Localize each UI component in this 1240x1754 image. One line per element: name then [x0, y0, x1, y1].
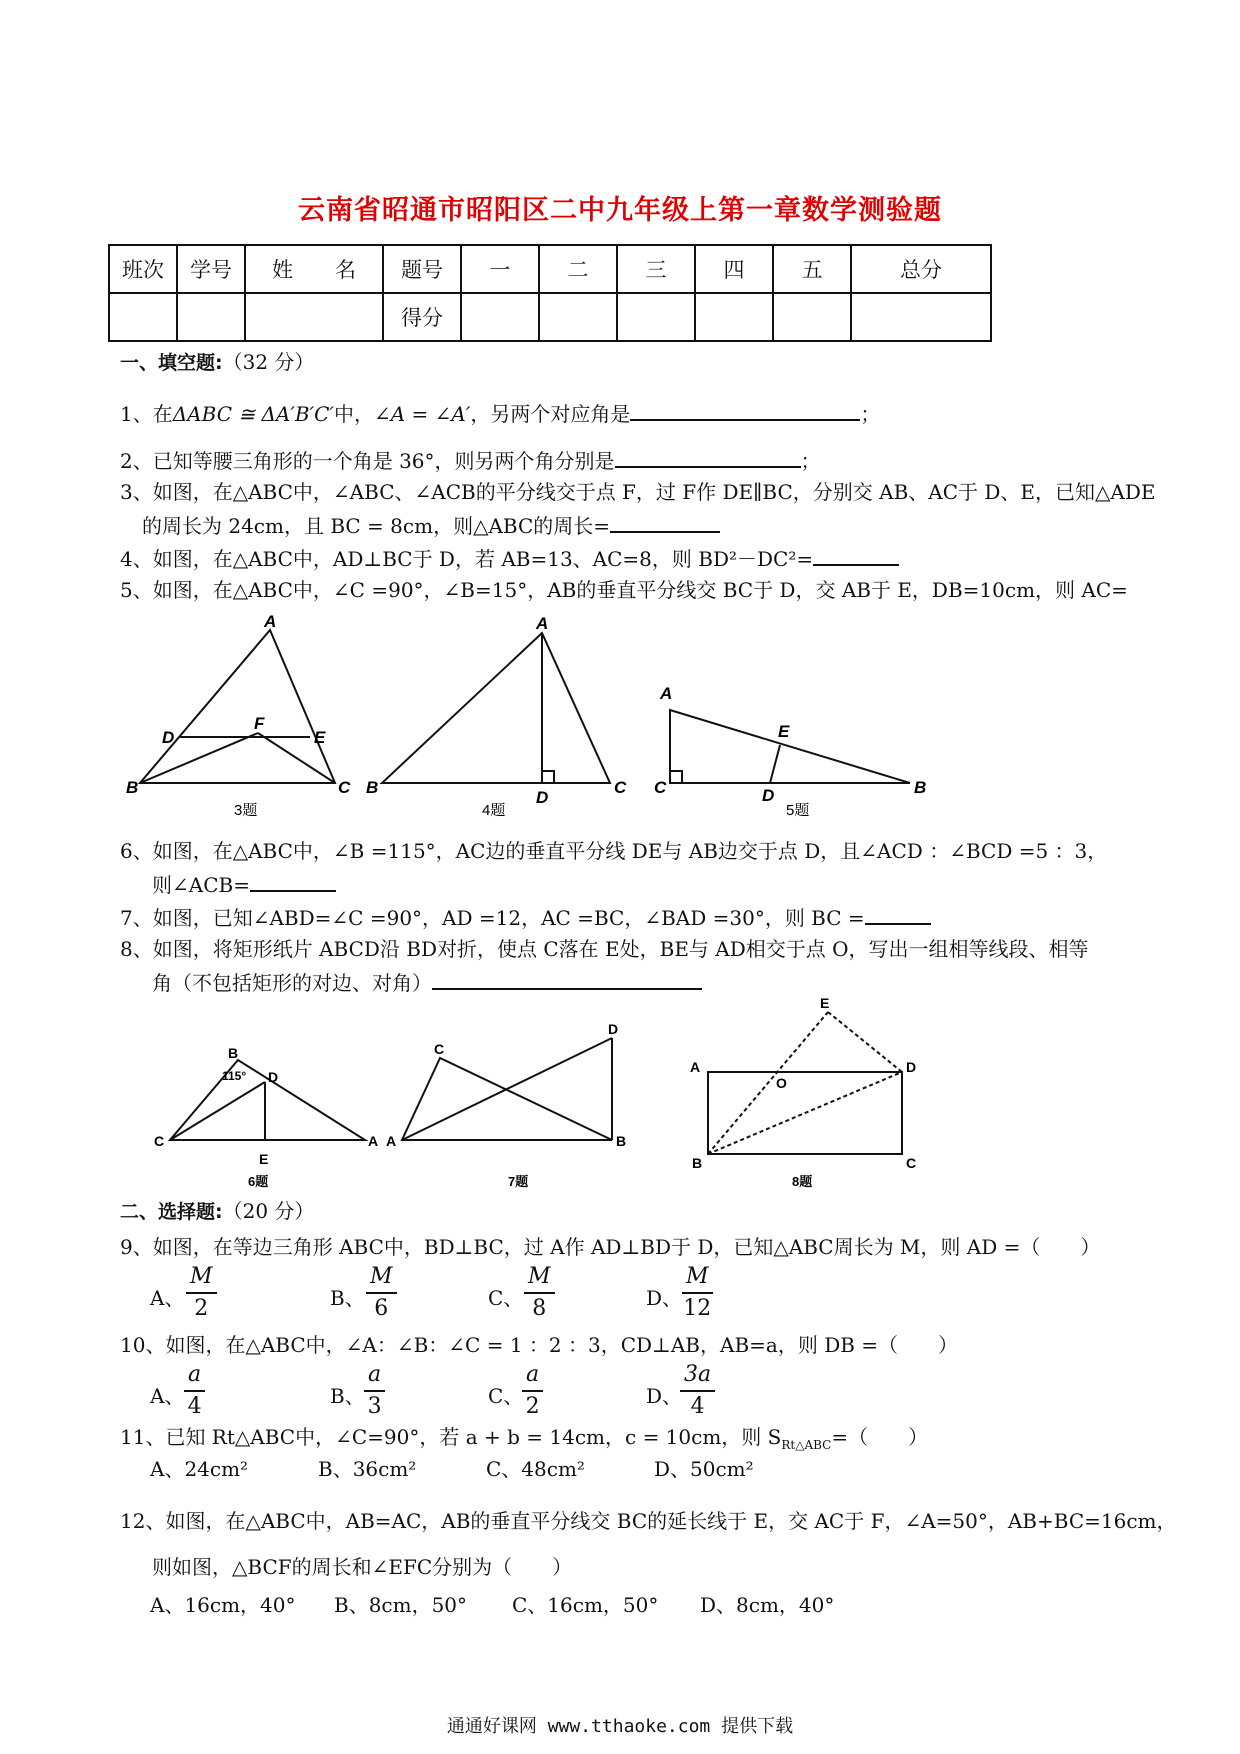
question-11: [120, 1424, 928, 1458]
f6-angle-label: 115°: [222, 1069, 247, 1083]
table-cell: 二: [539, 245, 617, 293]
section-heading: [120, 1198, 314, 1225]
figure-8: [708, 1012, 902, 1154]
q12-text: 则如图，△BCF的周长和∠EFC分别为（ ）: [152, 1555, 573, 1579]
f3-label-e: E: [314, 728, 326, 747]
f7-caption: 7题: [508, 1174, 529, 1189]
figures-row-1: [110, 615, 950, 825]
page-title: 云南省昭通市昭阳区二中九年级上第一章数学测验题: [298, 195, 942, 226]
score-input-cell[interactable]: [695, 293, 773, 341]
answer-blank[interactable]: [615, 446, 801, 468]
q7-text: 7、如图，已知∠ABD=∠C =90°，AD =12，AC =BC，∠BAD =30°，则 BC =: [120, 906, 865, 930]
fraction-denominator: 12: [683, 1296, 712, 1321]
score-input-cell[interactable]: [177, 293, 245, 341]
fraction-numerator: a: [364, 1360, 385, 1392]
question-4: [120, 544, 899, 572]
f8-label-e: E: [820, 998, 830, 1011]
option-fraction[interactable]: [366, 1262, 397, 1324]
f6-label-b: B: [228, 1045, 239, 1061]
option[interactable]: B、8cm，50°: [334, 1593, 468, 1617]
fraction-denominator: 4: [187, 1394, 202, 1419]
option-label[interactable]: D、: [646, 1384, 683, 1408]
q1-math: ΔABC ≅ ΔA′B′C′: [172, 402, 334, 426]
f8-label-c: C: [906, 1155, 917, 1171]
f7-label-d: D: [608, 1021, 619, 1037]
fraction-numerator: M: [524, 1262, 555, 1294]
q9-text: 9、如图，在等边三角形 ABC中，BD⊥BC，过 A作 AD⊥BD于 D，已知△ABC周长为 M，则 AD =（ ）: [120, 1235, 1101, 1259]
table-cell: 总分: [851, 245, 991, 293]
question-7: [120, 903, 931, 931]
option[interactable]: C、16cm，50°: [512, 1593, 659, 1617]
question-6: [120, 838, 1107, 898]
q1-text: 1、在: [120, 402, 173, 426]
q11-text: 11、已知 Rt△ABC中，∠C=90°，若 a + b = 14cm，c = 10cm，则 S: [120, 1425, 782, 1449]
f5-caption: 5题: [786, 802, 810, 819]
table-cell: 题号: [383, 245, 461, 293]
fraction-numerator: M: [186, 1262, 217, 1294]
answer-blank[interactable]: [813, 544, 899, 566]
option-label[interactable]: C、: [488, 1384, 524, 1408]
option-label[interactable]: B、: [330, 1384, 365, 1408]
question-9: [120, 1234, 1100, 1260]
q1-text: ；: [860, 402, 881, 426]
f3-label-b: B: [126, 778, 139, 797]
option-label[interactable]: B、: [330, 1286, 365, 1310]
q11-options: [150, 1456, 794, 1482]
fraction-numerator: a: [184, 1360, 205, 1392]
f4-label-d: D: [536, 788, 549, 807]
question-12: [120, 1508, 1177, 1580]
q2-text: 2、已知等腰三角形的一个角是 36°，则另两个角分别是: [120, 449, 615, 473]
table-cell: 一: [461, 245, 539, 293]
q10-text: 10、如图，在△ABC中，∠A：∠B：∠C = 1 ：2 ：3，CD⊥AB，AB=a，则 DB =（ ）: [120, 1333, 959, 1357]
section-points: （32 分）: [222, 350, 315, 374]
f3-label-a: A: [264, 615, 277, 631]
q1-text: ，另两个对应角是: [470, 402, 631, 426]
f8-label-o: O: [776, 1075, 787, 1091]
f5-label-d: D: [762, 786, 775, 805]
answer-blank[interactable]: [250, 870, 336, 892]
fraction-numerator: M: [682, 1262, 713, 1294]
option-label[interactable]: D、: [646, 1286, 683, 1310]
score-table: [108, 244, 992, 342]
f8-label-d: D: [906, 1059, 917, 1075]
f6-caption: 6题: [248, 1174, 269, 1189]
question-3: [120, 479, 1155, 539]
table-cell: 班次: [109, 245, 177, 293]
q3-text: 3、如图，在△ABC中，∠ABC、∠ACB的平分线交于点 F，过 F作 DE∥BC，分别交 AB、AC于 D、E，已知△ADE: [120, 480, 1156, 504]
option-fraction[interactable]: [682, 1262, 713, 1324]
figures-row-2: [140, 998, 940, 1198]
table-cell: 得分: [383, 293, 461, 341]
option[interactable]: D、50cm²: [654, 1457, 754, 1481]
f5-label-a: A: [660, 684, 673, 703]
q1-math: ∠A = ∠A′: [373, 402, 471, 426]
q6-text: 则∠ACB=: [152, 873, 250, 897]
option[interactable]: A、24cm²: [150, 1457, 249, 1481]
answer-blank[interactable]: [610, 511, 720, 533]
option-fraction[interactable]: [522, 1360, 543, 1422]
question-2: [120, 446, 821, 474]
question-1: [120, 399, 880, 427]
fraction-denominator: 6: [374, 1296, 389, 1321]
f3-label-c: C: [338, 778, 351, 797]
answer-blank[interactable]: [432, 968, 702, 990]
f4-caption: 4题: [482, 802, 506, 819]
option[interactable]: D、8cm，40°: [700, 1593, 835, 1617]
fraction-numerator: 3a: [680, 1360, 715, 1392]
table-cell: 学号: [177, 245, 245, 293]
q11-text: =（ ）: [831, 1425, 929, 1449]
table-cell: 四: [695, 245, 773, 293]
option[interactable]: C、48cm²: [486, 1457, 585, 1481]
section-title: 二、选择题:: [120, 1201, 223, 1223]
score-input-cell[interactable]: [109, 293, 177, 341]
f3-label-f: F: [254, 714, 265, 733]
f6-label-d: D: [268, 1069, 279, 1085]
f4-label-c: C: [614, 778, 627, 797]
table-score-row: [109, 293, 991, 341]
fraction-denominator: 2: [525, 1394, 540, 1419]
f7-label-b: B: [616, 1133, 627, 1149]
option-label[interactable]: A、: [150, 1384, 185, 1408]
f7-label-c: C: [434, 1041, 445, 1057]
q11-subscript: Rt△ABC: [781, 1438, 832, 1452]
figure-3: [140, 630, 335, 783]
score-input-cell[interactable]: [617, 293, 695, 341]
q1-text: 中，: [333, 402, 374, 426]
figure-4: [382, 633, 610, 783]
f6-label-c: C: [154, 1133, 165, 1149]
option-label[interactable]: A、: [150, 1286, 185, 1310]
q2-text: ；: [800, 449, 821, 473]
option[interactable]: A、16cm，40°: [150, 1593, 296, 1617]
score-input-cell[interactable]: [245, 293, 383, 341]
fraction-denominator: 8: [532, 1296, 547, 1321]
table-cell: 姓 名: [245, 245, 383, 293]
score-input-cell[interactable]: [773, 293, 851, 341]
table-cell: 三: [617, 245, 695, 293]
table-header-row: [109, 245, 991, 293]
option-label[interactable]: C、: [488, 1286, 524, 1310]
table-cell: 五: [773, 245, 851, 293]
fraction-denominator: 2: [194, 1296, 209, 1321]
answer-blank[interactable]: [865, 903, 931, 925]
f7-label-a: A: [386, 1133, 397, 1149]
section-points: （20 分）: [222, 1199, 315, 1223]
f6-label-e: E: [259, 1151, 269, 1167]
q12-options: [150, 1592, 850, 1618]
section-heading: [120, 349, 314, 376]
q12-text: 12、如图，在△ABC中，AB=AC，AB的垂直平分线交 BC的延长线于 E，交 AC于 F，∠A=50°，AB+BC=16cm，: [120, 1509, 1177, 1533]
f5-label-c: C: [654, 778, 667, 797]
section-title: 一、填空题:: [120, 352, 223, 374]
f8-label-a: A: [690, 1059, 701, 1075]
q3-text: 的周长为 24cm，且 BC = 8cm，则△ABC的周长=: [142, 514, 611, 538]
option-fraction[interactable]: [184, 1360, 205, 1422]
f8-caption: 8题: [792, 1174, 813, 1189]
f5-label-b: B: [914, 778, 927, 797]
score-input-cell[interactable]: [851, 293, 991, 341]
f4-label-b: B: [366, 778, 379, 797]
q8-text: 8、如图，将矩形纸片 ABCD沿 BD对折，使点 C落在 E处，BE与 AD相交于点 O，写出一组相等线段、相等: [120, 937, 1089, 961]
footer-credit: 通通好课网 www.tthaoke.com 提供下载: [446, 1716, 794, 1737]
option-fraction[interactable]: [186, 1262, 217, 1324]
question-5: [120, 577, 1128, 603]
q4-text: 4、如图，在△ABC中，AD⊥BC于 D，若 AB=13、AC=8，则 BD²－DC²=: [120, 547, 814, 571]
option-fraction[interactable]: [680, 1360, 715, 1422]
f3-label-d: D: [162, 728, 175, 747]
f4-label-a: A: [536, 615, 549, 633]
f5-label-e: E: [778, 722, 790, 741]
figure-5: [670, 710, 910, 783]
fraction-denominator: 4: [690, 1394, 705, 1419]
fraction-numerator: M: [366, 1262, 397, 1294]
f3-caption: 3题: [234, 802, 258, 819]
question-10: [120, 1332, 958, 1358]
option[interactable]: B、36cm²: [318, 1457, 417, 1481]
q6-text: 6、如图，在△ABC中，∠B =115°，AC边的垂直平分线 DE与 AB边交于点 D，且∠ACD ：∠BCD =5 ：3，: [120, 839, 1108, 863]
option-fraction[interactable]: [364, 1360, 385, 1422]
q5-text: 5、如图，在△ABC中，∠C =90°，∠B=15°，AB的垂直平分线交 BC于 D，交 AB于 E，DB=10cm，则 AC=: [120, 578, 1128, 602]
fraction-denominator: 3: [367, 1394, 382, 1419]
answer-blank[interactable]: [630, 399, 860, 421]
score-input-cell[interactable]: [539, 293, 617, 341]
score-input-cell[interactable]: [461, 293, 539, 341]
f6-label-a: A: [368, 1133, 379, 1149]
f8-label-b: B: [692, 1155, 703, 1171]
q8-text: 角（不包括矩形的对边、对角）: [152, 971, 432, 995]
fraction-numerator: a: [522, 1360, 543, 1392]
question-8: [120, 936, 1089, 996]
option-fraction[interactable]: [524, 1262, 555, 1324]
